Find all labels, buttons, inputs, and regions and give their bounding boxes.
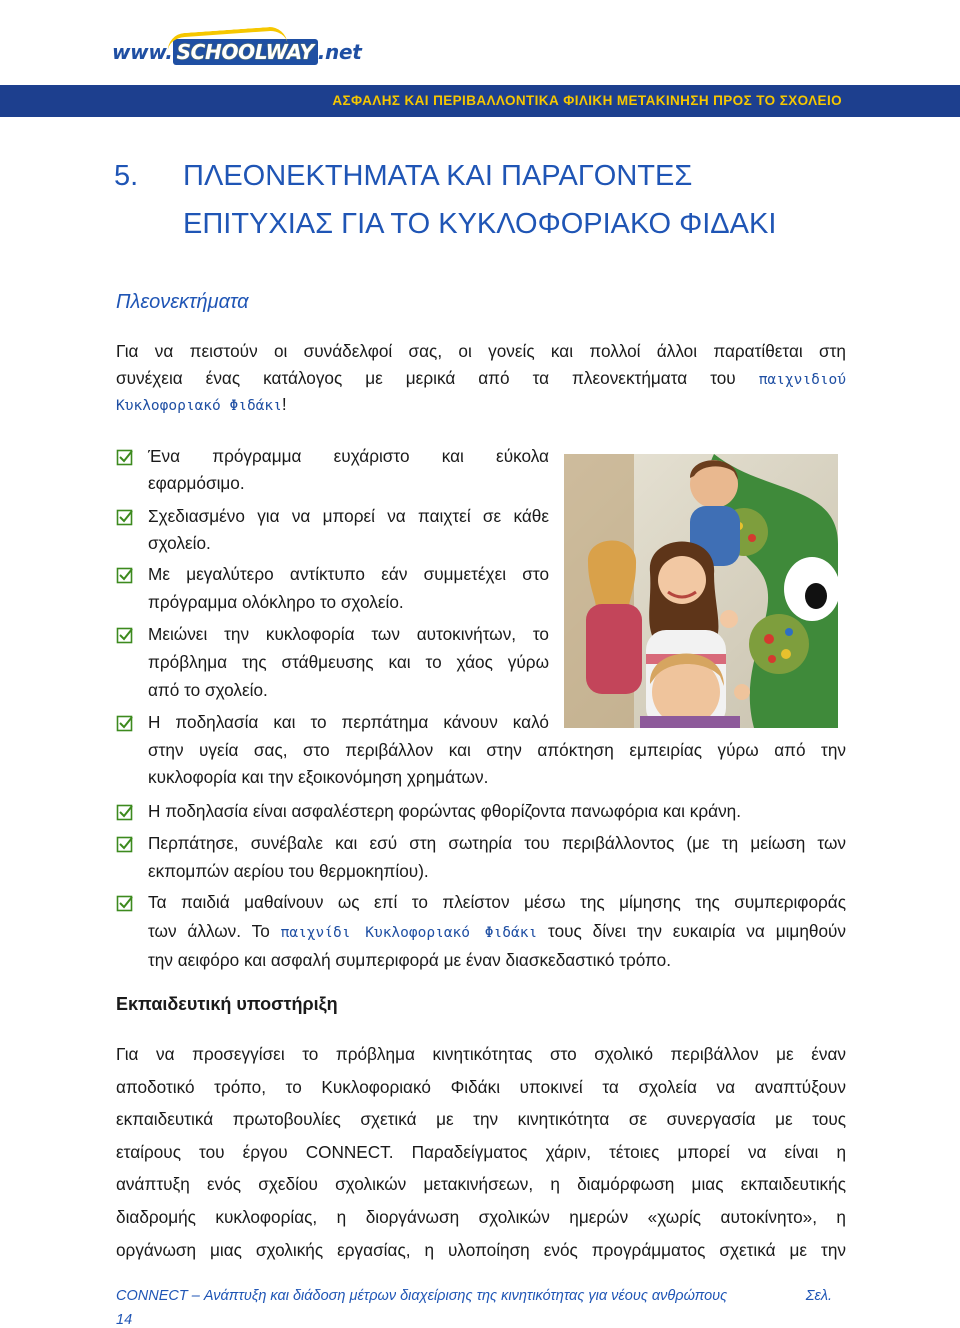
intro-paragraph (116, 338, 846, 418)
header-tagline: ΑΣΦΑΛΗΣ ΚΑΙ ΠΕΡΙΒΑΛΛΟΝΤΙΚΑ ΦΙΛΙΚΗ ΜΕΤΑΚΙΝΗΣΗ ΠΡΟΣ ΤΟ ΣΧΟΛΕΙΟ (332, 93, 842, 108)
checkbox-icon (116, 836, 134, 854)
game-name-highlight: Κυκλοφοριακό Φιδάκι (116, 398, 282, 415)
support-paragraph (116, 1038, 846, 1266)
bullet-4-line-1: Μειώνει την κυκλοφορία των αυτοκινήτων, το (148, 624, 549, 644)
checkbox-icon (116, 895, 134, 913)
support-line-7: οργάνωση μιας σχολικής εργασίας, η υλοποίηση ενός προγράμματος σχετικά με την (116, 1239, 846, 1260)
bullet-5-line-3: κυκλοφορία και την εξοικονόμηση χρημάτων. (148, 767, 489, 787)
support-line-5: ανάπτυξη ενός σχεδίου σχολικών μετακινήσεων, η διαμόρφωση μιας εκπαιδευτικής (116, 1174, 846, 1195)
checkbox-icon (116, 449, 134, 467)
support-line-4: εταίρους του έργου CONNECT. Παραδείγματος χάριν, τέτοιες μπορεί να είναι η (116, 1141, 846, 1162)
logo-net: .net (317, 40, 362, 64)
bullet-1-line-2: εφαρμόσιμο. (148, 473, 245, 493)
heading-line-1: ΠΛΕΟΝΕΚΤΗΜΑΤΑ ΚΑΙ ΠΑΡΑΓΟΝΤΕΣ (183, 160, 693, 192)
bullet-8-line-1: Τα παιδιά μαθαίνουν ως επί το πλείστον μέσω της μίμησης της συμπεριφοράς (148, 892, 846, 912)
bullet-4-line-3: από το σχολείο. (148, 680, 268, 700)
checkbox-icon (116, 627, 134, 645)
support-line-1: Για να προσεγγίσει το πρόβλημα κινητικότητας στο σχολικό περιβάλλον με έναν (116, 1044, 846, 1064)
bullet-6-line-1: Η ποδηλασία είναι ασφαλέστερη φορώντας φθορίζοντα πανωφόρια και κράνη. (148, 801, 742, 821)
intro-line-3 (116, 391, 846, 418)
checkbox-icon (116, 804, 134, 822)
support-line-3: εκπαιδευτικά πρωτοβουλίες σχετικά με την κινητικότητα σε συνεργασία με τους (116, 1109, 846, 1130)
schoolway-logo (112, 40, 361, 64)
intro-line-3-end: ! (281, 394, 287, 415)
support-title: Εκπαιδευτική υποστήριξη (116, 994, 338, 1014)
intro-line-2 (116, 365, 846, 392)
logo-www: www. (112, 40, 173, 64)
bullet-8-line-3: την αειφόρο και ασφαλή συμπεριφορά με έναν διασκεδαστικό τρόπο. (148, 950, 671, 970)
logo-brand: SCHOOLWAY (173, 39, 318, 65)
bullet-8-line-2-pre: των άλλων. Το (148, 921, 281, 941)
bullet-3-line-1: Με μεγαλύτερο αντίκτυπο εάν συμμετέχει στο (148, 564, 549, 584)
bullet-4-line-2: πρόβλημα της στάθμευσης και το χάος γύρω (148, 652, 549, 672)
bullet-5-line-2: στην υγεία σας, στο περιβάλλον και στην απόκτηση εμπειρίας γύρω από την (148, 740, 846, 760)
bullet-2-line-2: σχολείο. (148, 533, 211, 553)
bullet-7-line-2: εκπομπών αερίου του θερμοκηπίου). (148, 861, 429, 881)
intro-line-2-text: συνέχεια ένας κατάλογος με μερικά από τα πλεονεκτήματα του (116, 367, 759, 388)
checkbox-icon (116, 509, 134, 527)
bullet-5-line-1: Η ποδηλασία και το περπάτημα κάνουν καλό (148, 712, 549, 732)
bullet-3-line-2: πρόγραμμα ολόκληρο το σχολείο. (148, 592, 404, 612)
heading-line-2: ΕΠΙΤΥΧΙΑΣ ΓΙΑ ΤΟ ΚΥΚΛΟΦΟΡΙΑΚΟ ΦΙΔΑΚΙ (183, 208, 777, 240)
bullet-2-line-1: Σχεδιασμένο για να μπορεί να παιχτεί σε κάθε (148, 506, 549, 526)
support-line-2: αποδοτικό τρόπο, το Κυκλοφοριακό Φιδάκι υποκινεί τα σχολεία να αναπτύξουν (116, 1076, 846, 1097)
header-bar (0, 85, 960, 117)
footer-text: CONNECT – Ανάπτυξη και διάδοση μέτρων διαχείρισης της κινητικότητας για νέους ανθρώπους (116, 1288, 728, 1304)
bullet-7-line-1: Περπάτησε, συνέβαλε και εσύ στη σωτηρία του περιβάλλοντος (με τη μείωση των (148, 833, 846, 853)
checkbox-icon (116, 567, 134, 585)
game-name-highlight: παιχνίδι Κυκλοφοριακό Φιδάκι (280, 925, 538, 941)
intro-line-1: Για να πειστούν οι συνάδελφοί σας, οι γονείς και πολλοί άλλοι παρατίθεται στη (116, 341, 846, 361)
checkbox-icon (116, 715, 134, 733)
children-playing-photo (564, 454, 838, 728)
bullet-8-line-2 (148, 921, 846, 942)
advantages-title: Πλεονεκτήματα (116, 291, 249, 313)
section-number: 5. (114, 160, 139, 192)
game-name-highlight: παιχνιδιού (758, 371, 846, 388)
footer-page-number: 14 (116, 1312, 133, 1328)
bullet-8-line-2-post: τους δίνει την ευκαιρία να μιμηθούν (537, 921, 846, 941)
footer-page-label: Σελ. (805, 1288, 832, 1304)
bullet-1-line-1: Ένα πρόγραμμα ευχάριστο και εύκολα (148, 446, 549, 466)
support-line-6: διαδρομής κυκλοφορίας, η διοργάνωση σχολικών ημερών «χωρίς αυτοκίνητο», η (116, 1206, 846, 1227)
